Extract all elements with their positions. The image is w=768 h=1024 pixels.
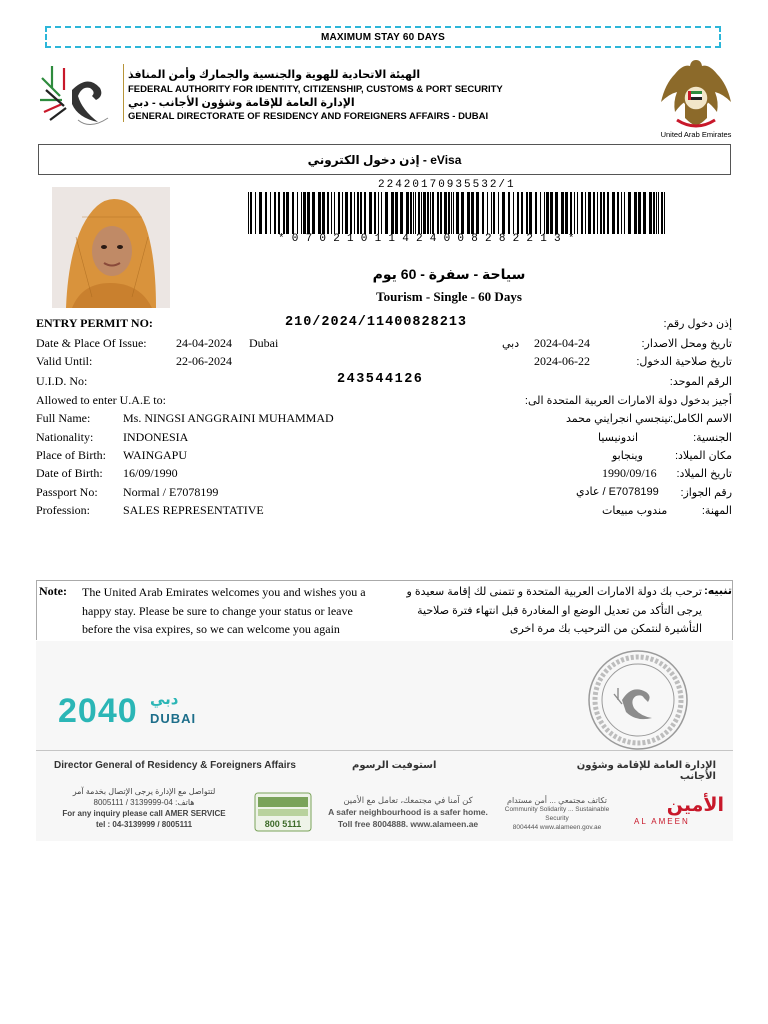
barcode-bar xyxy=(248,192,249,234)
director-general-en: Director General of Residency & Foreigners Affairs xyxy=(54,760,296,771)
dubai-2040-logo xyxy=(58,691,197,731)
nationality-label-ar: الجنسية: xyxy=(693,432,732,444)
profession-value-ar: مندوب مبيعات xyxy=(602,505,668,517)
note-text-en: The United Arab Emirates welcomes you and wishes you a happy stay. Please be sure to change your status or leave before the visa expires, so we can welcome you again xyxy=(82,585,366,636)
barcode-bar xyxy=(638,192,641,234)
passport-label: Passport No: xyxy=(36,485,98,499)
dubai-2040-en: DUBAI xyxy=(150,711,197,726)
barcode-bar xyxy=(278,192,280,234)
barcode-bar xyxy=(502,192,505,234)
barcode-bar xyxy=(593,192,595,234)
barcode-bar xyxy=(338,192,340,234)
barcode-bar xyxy=(581,192,583,234)
barcode-bar xyxy=(406,192,409,234)
barcode-bar xyxy=(400,192,403,234)
barcode-bar xyxy=(453,192,454,234)
issue-date-label: Date & Place Of Issue: xyxy=(36,336,147,350)
barcode-bar xyxy=(444,192,447,234)
barcode-bar xyxy=(600,192,602,234)
birth-date-value-ar: 1990/09/16 xyxy=(602,466,657,480)
service-number-logo xyxy=(254,792,312,832)
dubai-2040-number: 2040 xyxy=(58,692,138,730)
visa-type-en: Tourism - Single - 60 Days xyxy=(376,289,522,304)
valid-until-label: Valid Until: xyxy=(36,354,93,368)
barcode-bar xyxy=(297,192,298,234)
barcode-bar xyxy=(607,192,609,234)
footer-rule xyxy=(36,750,733,751)
barcode-bar xyxy=(540,192,541,234)
authority-falcon-logo xyxy=(38,60,118,132)
barcode-bar xyxy=(322,192,325,234)
barcode-bar xyxy=(391,192,394,234)
fees-paid-ar: استوفيت الرسوم xyxy=(352,760,437,771)
max-stay-text: MAXIMUM STAY 60 DAYS xyxy=(320,31,446,43)
barcode-bar xyxy=(603,192,605,234)
entry-permit-number: 210/2024/11400828213 xyxy=(285,315,468,330)
barcode-bar xyxy=(283,192,285,234)
uae-emblem-caption: United Arab Emirates xyxy=(660,130,732,139)
passport-value: Normal / E7078199 xyxy=(123,485,219,499)
passport-value-ar: E7078199 / عادي xyxy=(576,486,659,498)
barcode-bar xyxy=(357,192,359,234)
note-label: Note: xyxy=(39,584,67,598)
barcode-bar xyxy=(369,192,372,234)
authority-name-en: FEDERAL AUTHORITY FOR IDENTITY, CITIZENSHIP, CUSTOMS & PORT SECURITY xyxy=(128,84,503,95)
uae-emblem xyxy=(655,54,737,132)
entry-permit-label: ENTRY PERMIT NO: xyxy=(36,316,153,330)
barcode-bar xyxy=(487,192,488,234)
barcode-bar xyxy=(574,192,575,234)
barcode-bar xyxy=(653,192,655,234)
alameen-msg-ar: كن آمنا في مجتمعك، تعامل مع الأمين xyxy=(343,795,473,805)
official-stamp xyxy=(586,648,690,752)
uid-value: 243544126 xyxy=(337,372,424,387)
amer-en-line-2: tel : 04-3139999 / 8005111 xyxy=(95,820,193,829)
barcode-bar xyxy=(385,192,388,234)
barcode-bar xyxy=(307,192,310,234)
barcode-bottom-number: *07021011424008282213* xyxy=(278,233,582,245)
barcode-bar xyxy=(461,192,464,234)
dubai-2040-ar: دبي xyxy=(150,691,179,708)
barcode-bar xyxy=(415,192,416,234)
barcode-bar xyxy=(378,192,379,234)
barcode-bar xyxy=(259,192,262,234)
barcode-bar xyxy=(418,192,420,234)
barcode-bar xyxy=(656,192,657,234)
barcode-bar xyxy=(334,192,335,234)
birth-date-label: Date of Birth: xyxy=(36,466,103,480)
barcode-bar xyxy=(628,192,631,234)
allowed-enter-label: Allowed to enter U.A.E to: xyxy=(36,393,166,407)
note-text-ar: ترحب بك دولة الامارات العربية المتحدة و تتمنى لك إقامة سعيدة و يرجى التأكد من تعديل الوضع او المغادرة قبل انتهاء فترة صلاحية التأشيرة لنتمكن من الترحيب بك مرة اخرى xyxy=(406,586,702,635)
barcode-bar xyxy=(565,192,568,234)
barcode-bar xyxy=(508,192,510,234)
birth-place-value: WAINGAPU xyxy=(123,448,187,462)
barcode-bar xyxy=(292,192,294,234)
barcode-bar xyxy=(274,192,276,234)
evisa-title-box xyxy=(38,144,731,175)
barcode-bar xyxy=(517,192,519,234)
profession-value: SALES REPRESENTATIVE xyxy=(123,503,264,517)
full-name-label: Full Name: xyxy=(36,411,91,425)
community-contact: 8004444 www.alameen.gov.ae xyxy=(512,824,602,831)
community-msg-ar: تكاتف مجتمعي ... أمن مستدام xyxy=(507,796,607,805)
barcode-bar xyxy=(658,192,659,234)
community-message xyxy=(498,796,616,832)
uid-label: U.I.D. No: xyxy=(36,374,88,388)
director-general-ar: الإدارة العامة للإقامة وشؤون الأجانب xyxy=(576,760,716,782)
barcode-bar xyxy=(350,192,352,234)
barcode-bar xyxy=(521,192,523,234)
barcode-bar xyxy=(437,192,439,234)
barcode-bar xyxy=(482,192,484,234)
amer-ar-line-1: لتتواصل مع الإدارة يرجى الإتصال بخدمة آمر xyxy=(72,787,216,796)
barcode-bar xyxy=(529,192,532,234)
barcode-bar xyxy=(448,192,450,234)
alameen-logo-en: AL AMEEN xyxy=(634,817,690,826)
barcode-bar xyxy=(456,192,459,234)
entry-permit-label-ar: إذن دخول رقم: xyxy=(663,318,732,330)
barcode-bar xyxy=(423,192,426,234)
issue-date-value: 24-04-2024 xyxy=(176,336,232,350)
barcode-bar xyxy=(265,192,267,234)
barcode-bar xyxy=(360,192,362,234)
full-name-value-ar: نينجسي انجرايني محمد xyxy=(566,413,671,425)
evisa-title: إذن دخول الكتروني - eVisa xyxy=(307,152,462,167)
barcode-bar xyxy=(327,192,329,234)
barcode-bar xyxy=(535,192,537,234)
full-name-label-ar: الاسم الكامل: xyxy=(669,413,732,425)
barcode-bar xyxy=(612,192,615,234)
uid-label-ar: الرقم الموحد: xyxy=(669,376,732,388)
alameen-msg-en-1: A safer neighbourhood is a safer home. xyxy=(328,807,488,817)
barcode-bar xyxy=(471,192,474,234)
barcode-bar xyxy=(410,192,412,234)
passport-label-ar: رقم الجواز: xyxy=(680,487,732,499)
birth-date-label-ar: تاريخ الميلاد: xyxy=(676,468,732,480)
profession-label: Profession: xyxy=(36,503,90,517)
issue-date-label-ar: تاريخ ومحل الاصدار: xyxy=(641,338,732,350)
barcode-bar xyxy=(585,192,586,234)
barcode-bar xyxy=(413,192,414,234)
nationality-value-ar: اندونيسيا xyxy=(598,432,639,444)
barcode-bar xyxy=(374,192,376,234)
alameen-logo-ar: الأمين xyxy=(666,795,724,816)
barcode-bar xyxy=(301,192,302,234)
barcode-bar xyxy=(250,192,252,234)
valid-until-label-ar: تاريخ صلاحية الدخول: xyxy=(636,356,732,368)
authority-name-ar: الهيئة الاتحادية للهوية والجنسية والجمارك وأمن المنافذ xyxy=(128,69,421,81)
barcode-bar xyxy=(649,192,652,234)
barcode-bar xyxy=(555,192,558,234)
barcode-bar xyxy=(381,192,382,234)
barcode-bar xyxy=(550,192,553,234)
birth-date-value: 16/09/1990 xyxy=(123,466,178,480)
barcode-bar xyxy=(467,192,470,234)
max-stay-banner xyxy=(45,26,721,48)
barcode xyxy=(246,192,670,234)
barcode-bar xyxy=(255,192,256,234)
barcode-bar xyxy=(303,192,306,234)
barcode-bar xyxy=(526,192,528,234)
barcode-bar xyxy=(491,192,492,234)
alameen-logo xyxy=(624,794,724,826)
barcode-bar xyxy=(395,192,398,234)
barcode-bar xyxy=(345,192,348,234)
barcode-bar xyxy=(621,192,622,234)
barcode-bar xyxy=(476,192,479,234)
alameen-message xyxy=(320,794,496,830)
nationality-label: Nationality: xyxy=(36,430,94,444)
barcode-bar xyxy=(430,192,431,234)
issue-date-value-ar: 2024-04-24 xyxy=(534,336,590,350)
barcode-bar xyxy=(634,192,637,234)
barcode-bar xyxy=(498,192,499,234)
barcode-bar xyxy=(661,192,663,234)
community-msg-en: Community Solidarity ... Sustainable Security xyxy=(504,806,610,822)
issue-place-value-ar: دبي xyxy=(502,338,520,350)
barcode-bar xyxy=(544,192,545,234)
barcode-top-number: 22420170935532/1 xyxy=(378,179,516,191)
barcode-bar xyxy=(451,192,452,234)
nationality-value: INDONESIA xyxy=(123,430,189,444)
barcode-bar xyxy=(364,192,366,234)
barcode-bar xyxy=(493,192,495,234)
barcode-bar xyxy=(577,192,578,234)
barcode-bar xyxy=(421,192,422,234)
profession-label-ar: المهنة: xyxy=(701,505,732,517)
barcode-bar xyxy=(270,192,271,234)
amer-en-line-1: For any inquiry please call AMER SERVICE xyxy=(62,809,226,818)
barcode-bar xyxy=(617,192,619,234)
note-label-ar: تنبيه: xyxy=(704,585,732,597)
amer-contact xyxy=(54,786,234,830)
barcode-bar xyxy=(561,192,564,234)
barcode-bar xyxy=(318,192,321,234)
barcode-bar xyxy=(286,192,289,234)
valid-until-value-ar: 2024-06-22 xyxy=(534,354,590,368)
issue-place-value: Dubai xyxy=(249,336,279,350)
directorate-name-ar: الإدارة العامة للإقامة وشؤون الأجانب - دبي xyxy=(128,97,355,109)
barcode-bar xyxy=(331,192,332,234)
alameen-msg-en-2: Toll free 8004888. www.alameen.ae xyxy=(337,819,479,829)
barcode-bar xyxy=(354,192,355,234)
service-number-text: 800 5111 xyxy=(264,819,302,829)
birth-place-label-ar: مكان الميلاد: xyxy=(674,450,732,462)
birth-place-value-ar: وينجابو xyxy=(612,450,643,462)
barcode-bar xyxy=(546,192,549,234)
barcode-bar xyxy=(427,192,429,234)
barcode-bar xyxy=(597,192,598,234)
birth-place-label: Place of Birth: xyxy=(36,448,106,462)
barcode-bar xyxy=(570,192,572,234)
directorate-name-en: GENERAL DIRECTORATE OF RESIDENCY AND FOREIGNERS AFFAIRS - DUBAI xyxy=(128,111,489,122)
barcode-bar xyxy=(342,192,343,234)
barcode-bar xyxy=(312,192,315,234)
header-divider xyxy=(123,64,124,122)
barcode-bar xyxy=(440,192,442,234)
amer-ar-line-2: هاتف: 04-3139999 / 8005111 xyxy=(93,798,195,807)
barcode-bar xyxy=(432,192,434,234)
allowed-enter-label-ar: أجيز بدخول دولة الامارات العربية المتحدة الى: xyxy=(524,395,732,407)
barcode-bar xyxy=(624,192,625,234)
barcode-bar xyxy=(664,192,665,234)
valid-until-value: 22-06-2024 xyxy=(176,354,232,368)
barcode-bar xyxy=(643,192,646,234)
full-name-value: Ms. NINGSI ANGGRAINI MUHAMMAD xyxy=(123,411,334,425)
barcode-bar xyxy=(588,192,591,234)
barcode-bar xyxy=(513,192,514,234)
visa-type-ar: سياحة - سفرة - 60 يوم xyxy=(372,266,526,282)
